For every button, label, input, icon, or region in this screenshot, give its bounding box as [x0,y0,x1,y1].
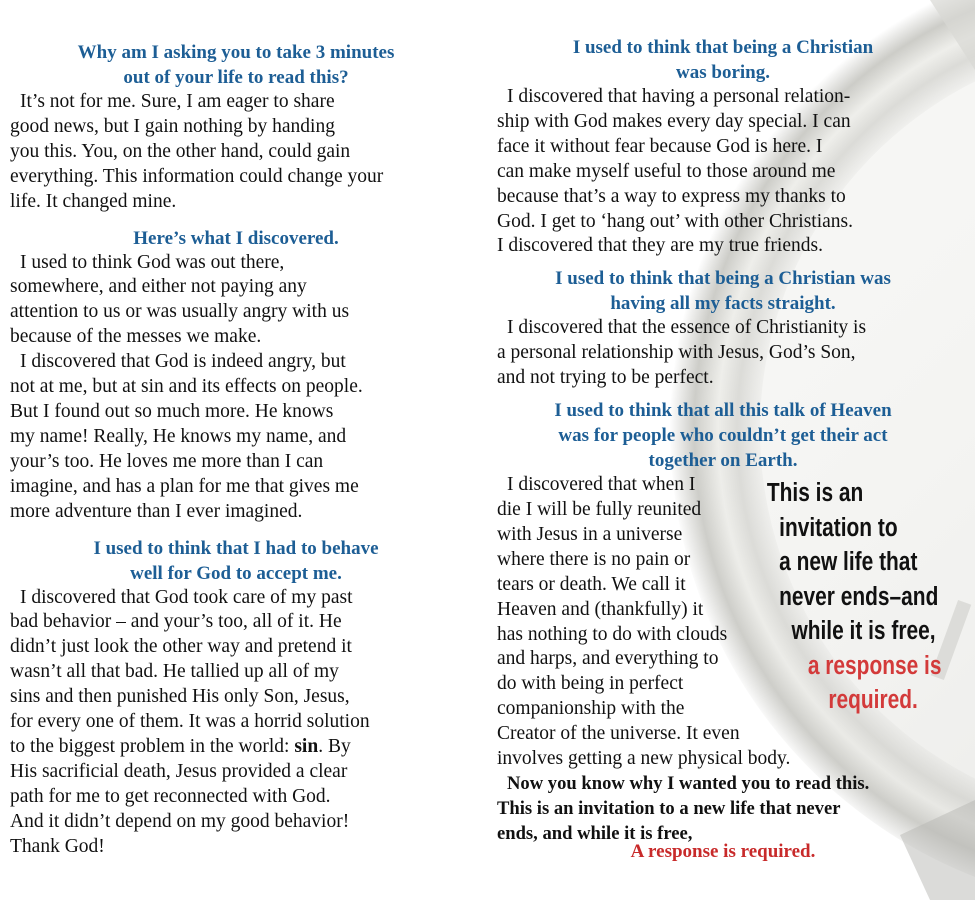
heading-heaven: I used to think that all this talk of Heaven was for people who couldn’t get their act together on Earth. [554,400,892,472]
paragraph-god-out-there: I used to think God was out there, somewhere, and either not paying any attention to us or was usually angry with us because of the messes we make. [10,251,350,348]
heading-facts-straight: I used to think that being a Christian was having all my facts straight. [555,268,891,315]
right-column [497,35,949,847]
paragraph-past-behavior: I discovered that God took care of my past bad behavior – and your’s too, all of it. He didn’t just look the other way and pretend it wasn’t all that bad. He tallied up all of my sins and then punished His only Son, Jesus, for every one of them. It was a horrid solution to the biggest problem in the world: sin. By His sacrificial death, Jesus provided a clear path for me to get reconnected with God. And it didn’t depend on my good behavior! Thank God! [10,586,370,857]
paragraph-essence: I discovered that the essence of Christianity is a personal relationship with Jesus, God’s Son, and not trying to be perfect. [497,317,867,389]
paragraph-reunited: I discovered that when I die I will be fully reunited with Jesus in a universe where there is no pain or tears or death. We call it Heaven and (thankfully) it has nothing to do with clouds and harps, and everything to do with being in perfect companionship with the [497,474,728,720]
paragraph-creator: Creator of the universe. It even involves getting a new physical body. [497,723,791,770]
heading-christian-boring: I used to think that being a Christian was boring. [572,37,874,83]
paragraph-invitation: Now you know why I wanted you to read this. This is an invitation to a new life that never ends, and while it is free, [497,772,870,844]
response-required-closing: A response is required. [630,841,816,862]
heading-what-i-discovered: Here’s what I discovered. [133,227,339,249]
paragraph-not-for-me: It’s not for me. Sure, I am eager to share good news, but I gain nothing by handing you this. You, on the other hand, could gain everything. This information could change your life. It changed mine. [10,91,384,212]
heading-why-asking: Why am I asking you to take 3 minutes out of your life to read this? [77,42,395,88]
heading-behave-well: I used to think that I had to behave well for God to accept me. [93,537,379,584]
left-column [10,40,462,859]
invitation-callout: This is an invitation to a new life that never ends–and while it is free, a response is required. [766,479,942,714]
sin-emphasis: sin [294,735,319,757]
paragraph-god-angry: I discovered that God is indeed angry, but not at me, but at sin and its effects on people. But I found out so much more. He knows my name! Really, He knows my name, and your’s too. He loves me more than I can imagine, and has a plan for me that gives me more adventure than I ever imagined. [10,351,363,522]
paragraph-personal-relationship: I discovered that having a personal relation- ship with God makes every day special. I can face it without fear because God is here. I can make myself useful to those around me because that’s a way to express my thanks to God. I get to ‘hang out’ with other Christians. I discovered that they are my true friends. [497,86,853,257]
